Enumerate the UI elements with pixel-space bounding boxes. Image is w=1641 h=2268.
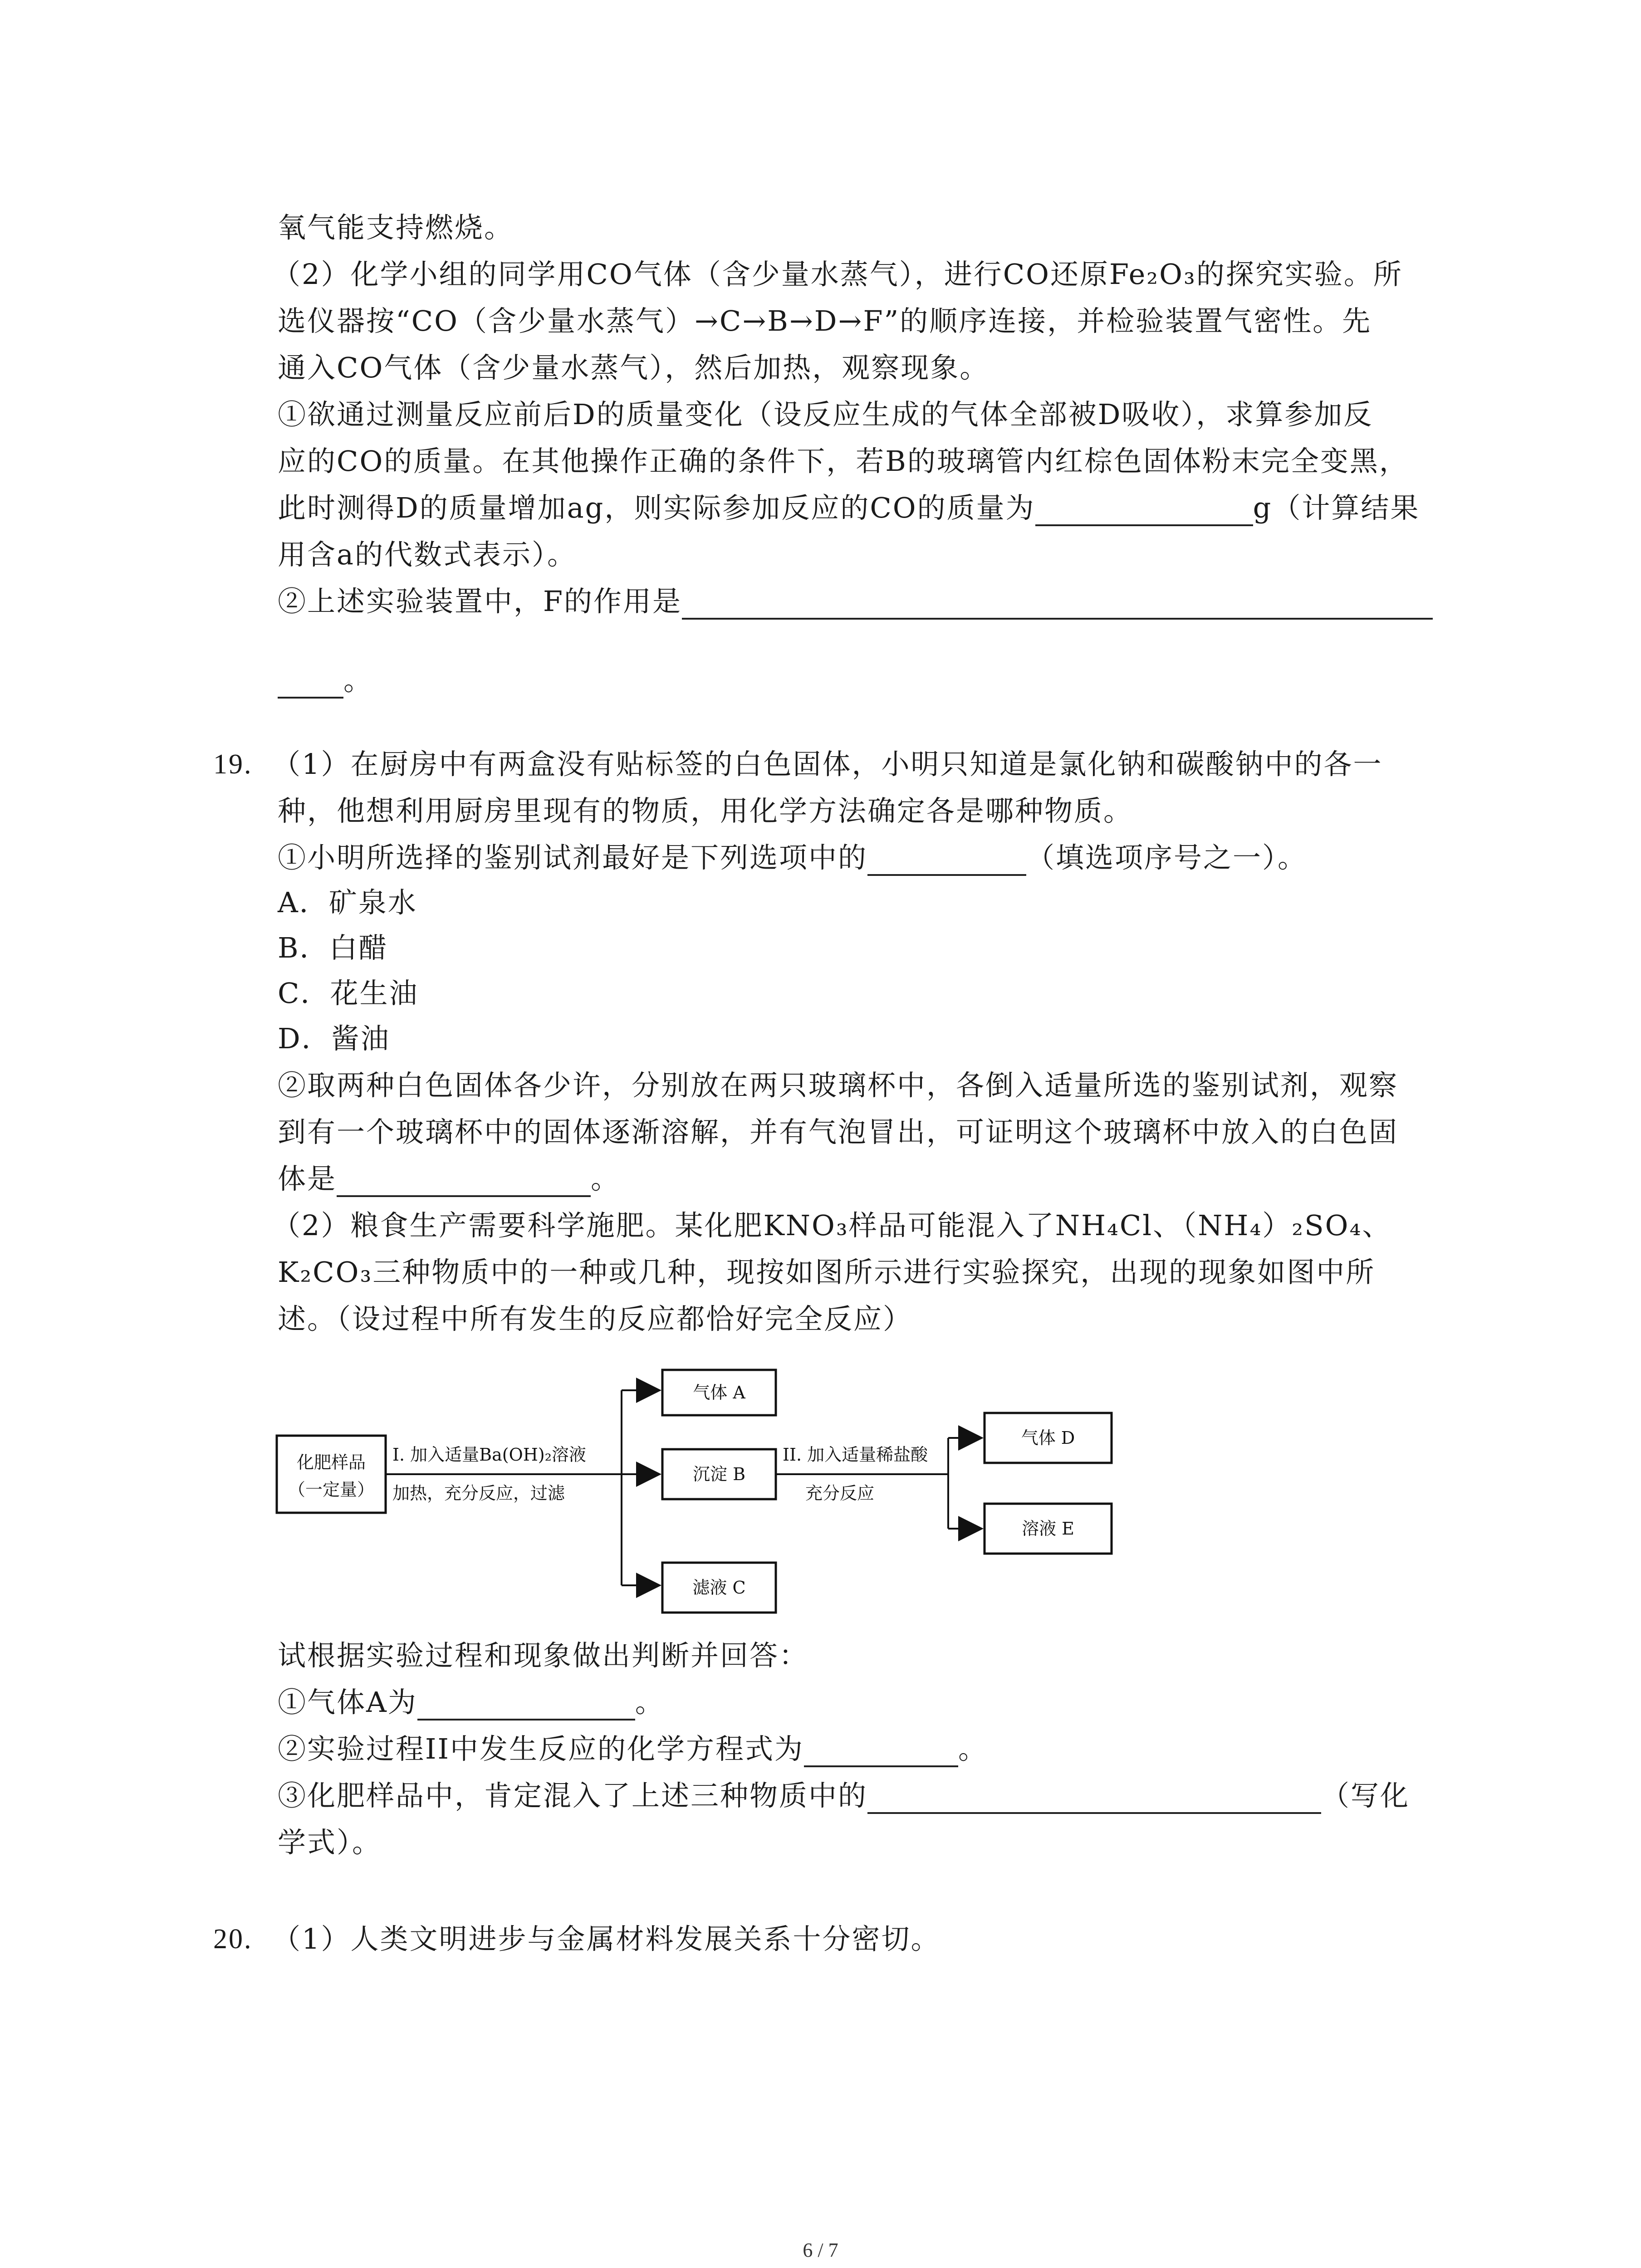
step2-label-top: II. 加入适量稀盐酸 <box>783 1445 928 1465</box>
q19-line-3 <box>278 840 1307 876</box>
q19-line-11-tail: 。 <box>635 1686 665 1719</box>
gas-a-label: 气体 A <box>693 1383 745 1403</box>
q19-line-4: ②取两种白色固体各少许，分别放在两只玻璃杯中，各倒入适量所选的鉴别试剂，观察 <box>278 1069 1399 1102</box>
answer-blank-formula[interactable] <box>867 1785 1321 1814</box>
q19-line-7: （2）粮食生产需要科学施肥。某化肥KNO₃样品可能混入了NH₄Cl、（NH₄）₂SO₄、 <box>272 1209 1392 1242</box>
q19-line-11-text: ①气体A为 <box>278 1686 417 1719</box>
option-d: D．酱油 <box>278 1022 390 1055</box>
page-number: 6 / 7 <box>803 2239 838 2261</box>
q19-line-5: 到有一个玻璃杯中的固体逐渐溶解，并有气泡冒出，可证明这个玻璃杯中放入的白色固 <box>278 1115 1399 1149</box>
answer-blank-f-role[interactable] <box>682 591 1433 620</box>
q19-line-13-tail: （写化 <box>1321 1779 1410 1812</box>
answer-blank-f-role-cont[interactable] <box>278 670 343 699</box>
precip-b-label: 沉淀 B <box>692 1464 746 1484</box>
filtrate-c-label: 滤液 C <box>692 1578 746 1598</box>
sample-label-2: （一定量） <box>288 1480 375 1500</box>
q19-line-9: 述。（设过程中所有发生的反应都恰好完全反应） <box>278 1302 913 1335</box>
q18-line-7 <box>278 490 1420 526</box>
q19-line-6-tail: 。 <box>591 1162 621 1195</box>
option-b: B．白醋 <box>278 931 388 964</box>
q19-line-6 <box>278 1161 620 1197</box>
q19-line-12-text: ②实验过程II中发生反应的化学方程式为 <box>278 1732 804 1765</box>
step1-label-top: I. 加入适量Ba(OH)₂溶液 <box>392 1445 586 1465</box>
q19-line-14: 学式）。 <box>278 1826 382 1859</box>
q18-line-9 <box>278 583 1433 620</box>
step1-label-bottom: 加热，充分反应，过滤 <box>392 1483 565 1503</box>
q18-line-10 <box>278 662 373 699</box>
q19-line-12 <box>278 1731 988 1767</box>
q19-line-12-tail: 。 <box>958 1732 988 1765</box>
q18-line-8: 用含a的代数式表示）。 <box>278 538 577 571</box>
answer-blank-white-solid[interactable] <box>337 1168 591 1197</box>
sample-box <box>277 1436 386 1513</box>
experiment-flow-diagram <box>272 1368 1134 1622</box>
q19-line-8: K₂CO₃三种物质中的一种或几种，现按如图所示进行实验探究，出现的现象如图中所 <box>278 1256 1376 1289</box>
gas-d-label: 气体 D <box>1021 1428 1075 1448</box>
q19-line-13-text: ③化肥样品中，肯定混入了上述三种物质中的 <box>278 1779 868 1812</box>
q18-line-5: ①欲通过测量反应前后D的质量变化（设反应生成的气体全部被D吸收），求算参加反 <box>278 398 1373 431</box>
q18-line-7-tail: g（计算结果 <box>1253 491 1420 524</box>
answer-blank-equation[interactable] <box>804 1738 958 1767</box>
q18-line-9-text: ②上述实验装置中，F的作用是 <box>278 585 682 618</box>
q18-line-2: （2）化学小组的同学用CO气体（含少量水蒸气），进行CO还原Fe₂O₃的探究实验。所 <box>272 258 1403 291</box>
option-a: A．矿泉水 <box>278 886 417 919</box>
q19-line-6-text: 体是 <box>278 1162 337 1195</box>
answer-blank-reagent[interactable] <box>867 847 1026 876</box>
q18-line-10-tail: 。 <box>343 664 373 697</box>
q18-line-3: 选仪器按“CO（含少量水蒸气）→C→B→D→F”的顺序连接，并检验装置气密性。先 <box>278 304 1372 337</box>
q19-line-3-text: ①小明所选择的鉴别试剂最好是下列选项中的 <box>278 841 868 874</box>
q20-line-1: （1）人类文明进步与金属材料发展关系十分密切。 <box>272 1922 941 1955</box>
solution-e-label: 溶液 E <box>1022 1519 1074 1539</box>
q19-line-3-tail: （填选项序号之一）。 <box>1026 841 1308 874</box>
q18-line-7-text: 此时测得D的质量增加ag，则实际参加反应的CO的质量为 <box>278 491 1035 524</box>
q18-line-1: 氧气能支持燃烧。 <box>278 211 514 244</box>
step2-label-bottom: 充分反应 <box>805 1483 875 1503</box>
answer-blank-co-mass[interactable] <box>1035 497 1253 526</box>
q18-line-4: 通入CO气体（含少量水蒸气），然后加热，观察现象。 <box>278 351 989 384</box>
q19-line-1: （1）在厨房中有两盒没有贴标签的白色固体，小明只知道是氯化钠和碳酸钠中的各一 <box>272 748 1383 781</box>
answer-blank-gas-a[interactable] <box>417 1691 635 1721</box>
q19-line-10: 试根据实验过程和现象做出判断并回答： <box>278 1639 809 1672</box>
sample-label-1: 化肥样品 <box>296 1452 366 1472</box>
q19-line-11 <box>278 1684 665 1721</box>
question-number-20: 20. <box>213 1924 253 1955</box>
q18-line-6: 应的CO的质量。在其他操作正确的条件下，若B的玻璃管内红棕色固体粉末完全变黑， <box>278 445 1409 478</box>
flow-diagram-svg <box>272 1368 1134 1622</box>
q19-line-13 <box>278 1778 1410 1814</box>
option-c: C．花生油 <box>278 977 419 1010</box>
q19-line-2: 种，他想利用厨房里现有的物质，用化学方法确定各是哪种物质。 <box>278 794 1133 827</box>
question-number-19: 19. <box>213 749 253 780</box>
